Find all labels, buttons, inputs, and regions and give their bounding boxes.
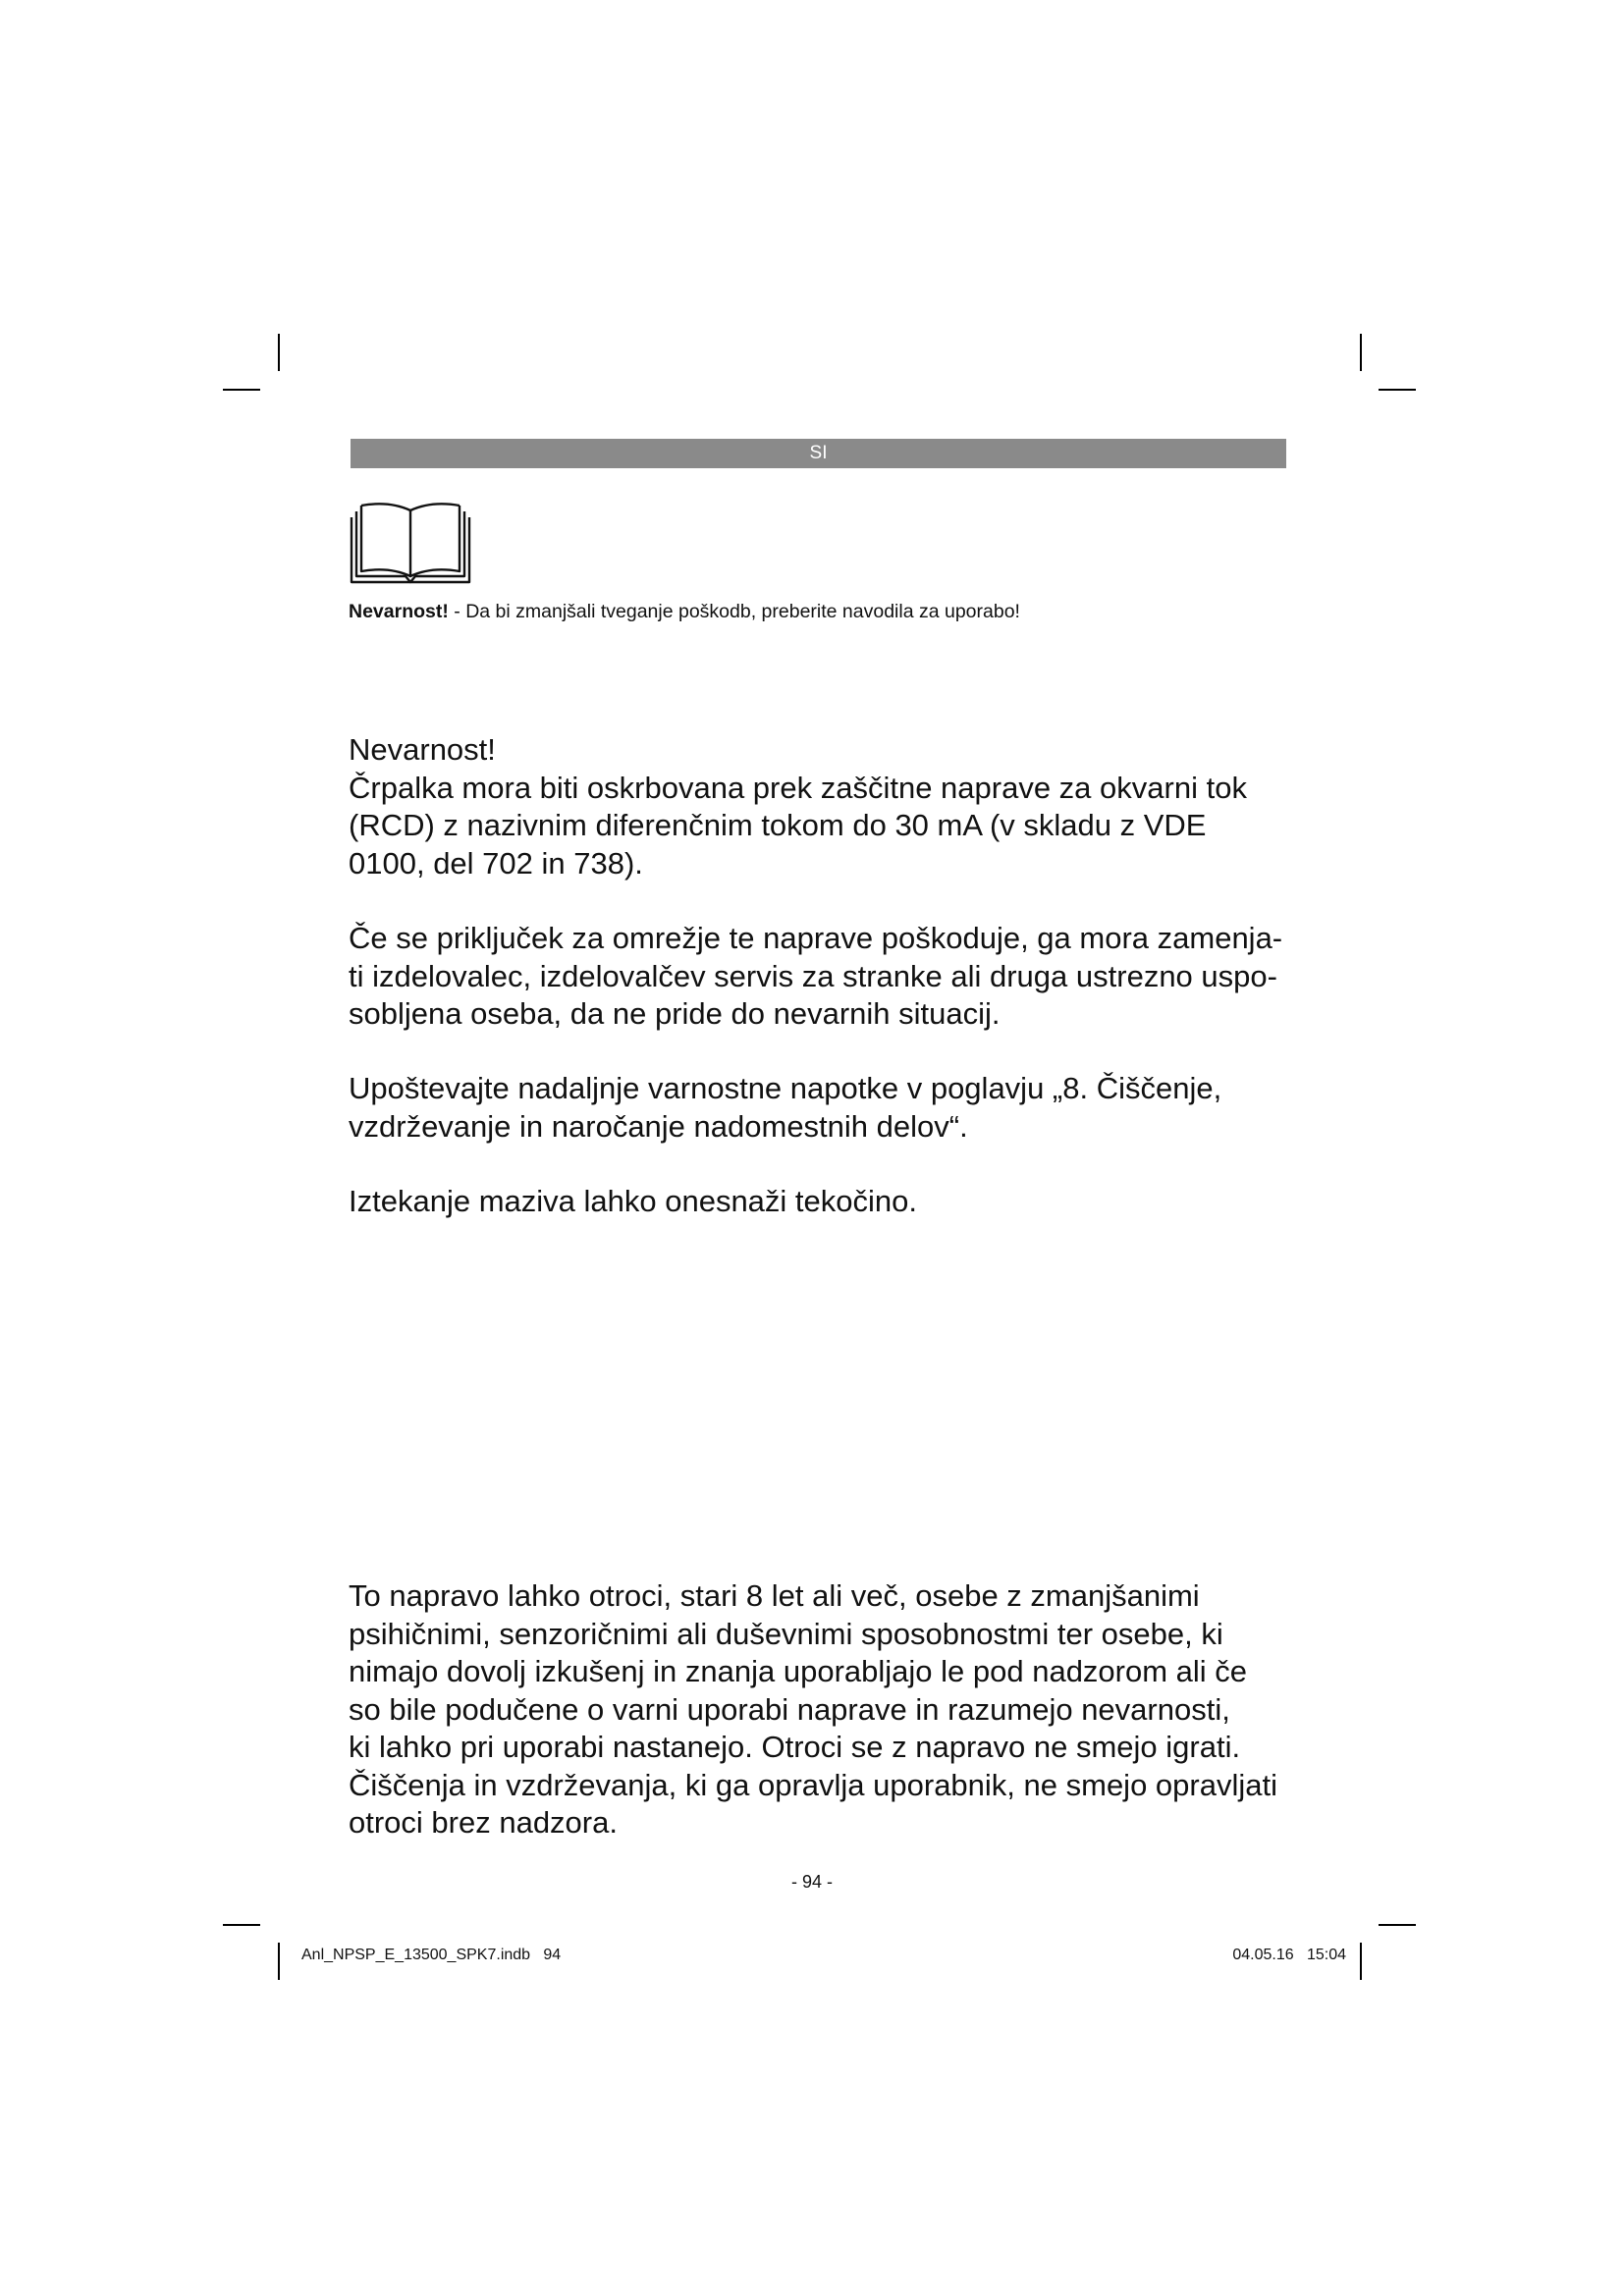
- further-safety-section: [349, 1070, 1291, 1146]
- print-timestamp: 04.05.16 15:04: [1232, 1947, 1346, 1963]
- section-line: nimajo dovolj izkušenj in znanja uporabljajo le pod nadzorom ali če: [349, 1654, 1248, 1688]
- section-line: To napravo lahko otroci, stari 8 let ali več, osebe z zmanjšanimi: [349, 1578, 1200, 1613]
- section-line: ki lahko pri uporabi nastanejo. Otroci se z napravo ne smejo igrati.: [349, 1730, 1241, 1764]
- section-line: ti izdelovalec, izdelovalčev servis za stranke ali druga ustrezno uspo-: [349, 958, 1277, 993]
- lubricant-section: [349, 1183, 1291, 1221]
- crop-mark-top-right-horizontal: [1379, 389, 1416, 391]
- crop-mark-bottom-right-horizontal: [1379, 1924, 1416, 1926]
- warning-label: Nevarnost!: [349, 601, 449, 622]
- section-line: sobljena oseba, da ne pride do nevarnih situacij.: [349, 996, 1001, 1031]
- mains-cable-section: [349, 920, 1291, 1034]
- section-line: Če se priključek za omrežje te naprave poškoduje, ga mora zamenja-: [349, 921, 1283, 955]
- section-line: Iztekanje maziva lahko onesnaži tekočino.: [349, 1184, 917, 1218]
- section-line: 0100, del 702 in 738).: [349, 845, 643, 881]
- section-line: vzdrževanje in naročanje nadomestnih delov“.: [349, 1108, 968, 1144]
- section-line: Čiščenja in vzdrževanja, ki ga opravlja uporabnik, ne smejo opravljati: [349, 1767, 1277, 1802]
- section-line: Upoštevajte nadaljnje varnostne napotke v poglavju „8. Čiščenje,: [349, 1071, 1222, 1105]
- crop-mark-top-right-vertical: [1360, 334, 1362, 371]
- section-line: so bile podučene o varni uporabi naprave in razumejo nevarnosti,: [349, 1691, 1230, 1727]
- crop-mark-bottom-left-horizontal: [223, 1924, 260, 1926]
- crop-mark-bottom-right-vertical: [1360, 1943, 1362, 1980]
- section-line: Nevarnost!: [349, 732, 496, 767]
- read-manual-warning: [349, 599, 1291, 624]
- crop-mark-top-left-vertical: [278, 334, 280, 371]
- language-header-bar: [351, 439, 1286, 468]
- language-label: SI: [809, 443, 828, 463]
- crop-mark-bottom-left-vertical: [278, 1943, 280, 1980]
- section-line: psihičnimi, senzoričnimi ali duševnimi sposobnostmi ter osebe, ki: [349, 1616, 1223, 1651]
- page-number: - 94 -: [790, 1872, 833, 1892]
- section-line: (RCD) z nazivnim diferenčnim tokom do 30 mA (v skladu z VDE: [349, 808, 1207, 842]
- rcd-danger-section: [349, 731, 1291, 882]
- children-usage-section: [349, 1577, 1291, 1842]
- section-line: Črpalka mora biti oskrbovana prek zaščitne naprave za okvarni tok: [349, 770, 1247, 805]
- open-book-icon: [349, 498, 472, 586]
- section-line: otroci brez nadzora.: [349, 1805, 618, 1840]
- crop-mark-top-left-horizontal: [223, 389, 260, 391]
- print-file-name: Anl_NPSP_E_13500_SPK7.indb 94: [301, 1947, 562, 1963]
- warning-text: - Da bi zmanjšali tveganje poškodb, preberite navodila za uporabo!: [448, 601, 1020, 622]
